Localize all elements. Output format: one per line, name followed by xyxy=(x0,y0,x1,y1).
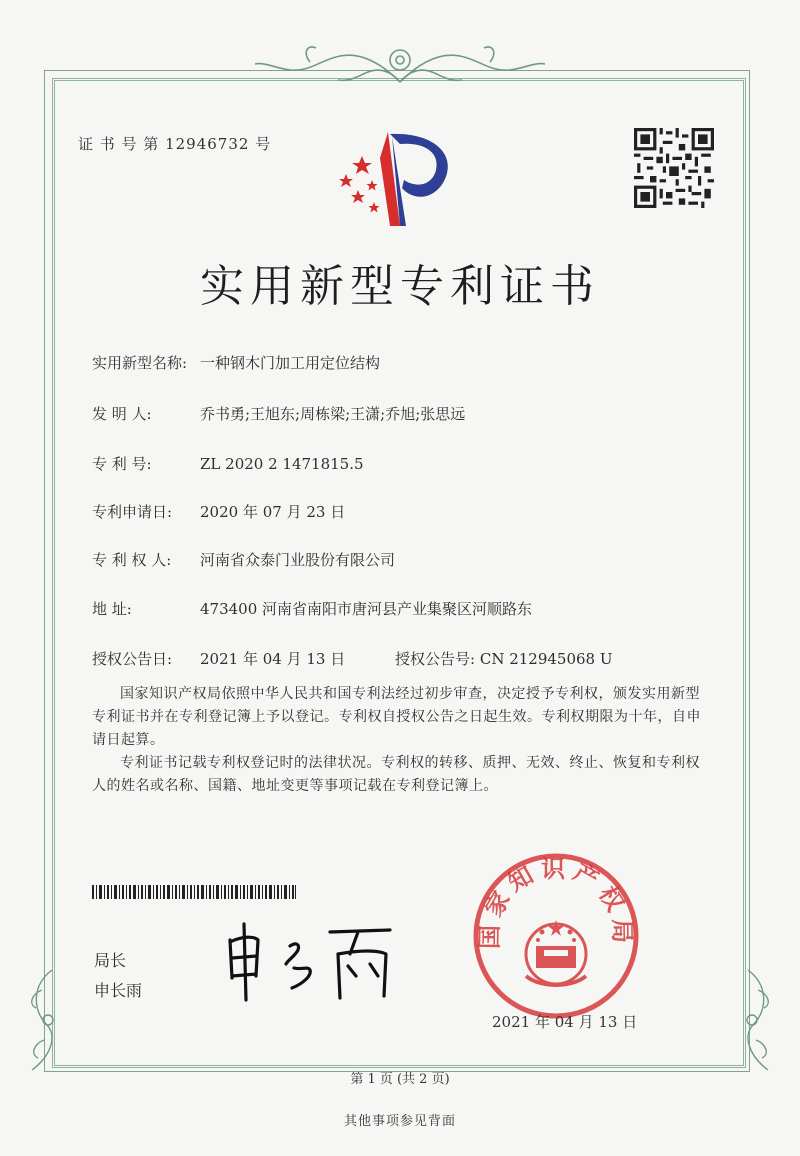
patent-no-value: ZL 2020 2 1471815.5 xyxy=(200,455,364,473)
field-patent-no xyxy=(92,453,364,474)
field-address xyxy=(92,598,532,619)
grant-no-label: 授权公告号: xyxy=(395,650,476,668)
seal-date: 2021 年 04 月 13 日 xyxy=(492,1013,638,1031)
filing-date-value: 2020 年 07 月 23 日 xyxy=(200,503,346,521)
inventor-label: 发 明 人: xyxy=(92,405,152,423)
filing-date-label: 专利申请日: xyxy=(92,503,173,521)
barcode xyxy=(92,885,296,899)
signature-name: 申长雨 xyxy=(94,981,143,1000)
corner-ornament-br xyxy=(728,960,788,1080)
grant-date-value: 2021 年 04 月 13 日 xyxy=(200,650,346,668)
name-value: 一种钢木门加工用定位结构 xyxy=(200,354,381,372)
field-patentee xyxy=(92,549,395,570)
address-value: 473400 河南省南阳市唐河县产业集聚区河顺路东 xyxy=(200,600,533,618)
body-paragraph-2: 专利证书记载专利权登记时的法律状况。专利权的转移、质押、无效、终止、恢复和专利权人的姓名或名称、国籍、地址变更等事项记载在专利登记簿上。 xyxy=(92,755,700,794)
qr-code xyxy=(634,128,714,208)
address-label: 地 址: xyxy=(92,600,132,618)
field-filing-date xyxy=(92,501,345,522)
patentee-label: 专 利 权 人: xyxy=(92,551,172,569)
name-label: 实用新型名称: xyxy=(92,354,188,372)
cnipa-logo xyxy=(328,128,468,228)
handwritten-signature xyxy=(220,918,400,1003)
footer-note: 其他事项参见背面 xyxy=(343,1114,456,1129)
page-number: 第 1 页 (共 2 页) xyxy=(350,1072,450,1087)
patent-no-label: 专 利 号: xyxy=(92,455,152,473)
field-grant-no xyxy=(395,648,613,669)
corner-ornament-bl xyxy=(12,960,72,1080)
official-seal xyxy=(470,850,642,1022)
field-grant-date xyxy=(92,648,345,669)
signature-role: 局长 xyxy=(94,951,127,970)
body-paragraph-1: 国家知识产权局依照中华人民共和国专利法经过初步审查，决定授予专利权，颁发实用新型专利证书并在专利登记簿上予以登记。专利权自授权公告之日起生效。专利权期限为十年，自申请日起算。 xyxy=(92,686,701,748)
patentee-value: 河南省众泰门业股份有限公司 xyxy=(200,551,396,569)
certificate-title: 实用新型专利证书 xyxy=(200,261,600,312)
grant-no-value: CN 212945068 U xyxy=(479,650,613,668)
top-ornament xyxy=(250,42,550,92)
grant-date-label: 授权公告日: xyxy=(92,650,173,668)
field-name xyxy=(92,352,380,373)
seal-text: 国家知识产权局 xyxy=(475,854,637,950)
field-inventor xyxy=(92,403,465,424)
certificate-number: 证 书 号 第 12946732 号 xyxy=(78,135,272,153)
inventor-value: 乔书勇;王旭东;周栋梁;王潇;乔旭;张思远 xyxy=(200,405,466,423)
svg-text:国家知识产权局 xyxy=(476,855,636,949)
